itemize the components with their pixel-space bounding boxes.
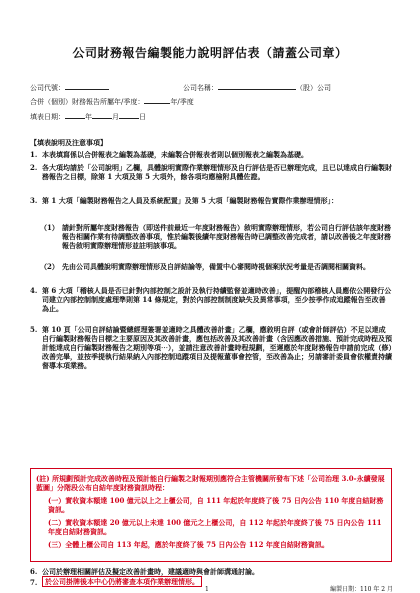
- fill-month-label: 月: [112, 113, 119, 121]
- company-code-field: [30, 82, 109, 93]
- version-date: 編製日期：110 年 2 月: [330, 586, 393, 593]
- company-name-blank: [218, 82, 296, 90]
- note-line-1: 所規劃預計完成改善時程及預計能自行編製之財報期別應符合主管機關所發布下述「公司治理 3.0-永續發展藍圖」分階段公布自結年度財務資訊時程：: [36, 474, 385, 492]
- sub-item-number: （1）: [40, 223, 59, 232]
- fill-year-blank: [65, 111, 85, 119]
- item-text: [42, 577, 202, 586]
- item-7-highlight: 於公司掛牌後本中心仍將審查本項作業辦理情形。: [42, 576, 202, 587]
- item-text: 本表填寫係以合併報表之編製為基礎，未編製合併報表者則以個別報表之編製為基礎。: [42, 150, 308, 159]
- fill-year-label: 年: [85, 113, 92, 121]
- page-title: 公司財務報告編製能力說明評估表（請蓋公司章）: [72, 46, 348, 60]
- note-line-2: (一）實收資本額達 100 億元以上之上櫃公司，自 111 年起於年度終了後 75 日內公告 110 年度自結財務資訊。: [48, 496, 384, 514]
- item-number: 4.: [30, 286, 38, 295]
- item-text: 第 1 大項「編製財務報告之人員及系統配置」及第 5 大項「編製財務報告實際作業辦理情形」：: [42, 196, 338, 205]
- item-text: 公司於辦理相關評估及擬定改善計畫時，建議適時與會計師溝通討論。: [42, 567, 259, 576]
- note-line-3: (二）實收資本額達 20 億元以上未達 100 億元之上櫃公司，自 112 年起於年度終了後 75 日內公告 111 年度自結財務資訊。: [48, 518, 382, 536]
- item-number: 5.: [30, 325, 38, 334]
- note-intro: [36, 474, 386, 492]
- fill-day-label: 日: [139, 113, 146, 121]
- page-number: 1: [205, 586, 209, 593]
- item-text: 第 10 頁「公司自評結論暨總經理簽署並適時之具體改善計畫」乙欄，應敘明自評（或會計師評估）不足以達成自行編製財務報告目標之主要原因及其改善計畫，應包括改善及其改善計畫（含因應改善措施、預計完成時程及預計能達成自行編製財務報告之期別等項⋯），並請注意改善計畫時程規劃，至遲應於年度財務報告申請前完成（修）改善完畢，並按季提執行結果納入內部控制追蹤項目及提報董事會控管，至改善為止；另請審計委員會依權責持續督導本項業務。: [42, 325, 392, 370]
- fill-day-blank: [119, 111, 139, 119]
- item-number: 2.: [30, 163, 38, 172]
- sub-item-text: 請針對所屬年度財務報告（即送件前最近一年度財務報告）敘明實際辦理情形，若公司自行評估該年度財務報告相關作業有待調整改善事項，惟於編製後續年度財務報告時已調整改善完成者，請以改善後之年度財務報告敘明實際辦理情形並註明該事項。: [62, 223, 391, 250]
- company-name-field: [183, 82, 331, 93]
- item-text: 第 6 大項「稽核人員是否已針對內部控制之設計及執行持續監督並適時改善」，提醒內部稽核人員應依公開發行公司建立內部控制制度處理準則第 14 條規定，對於內部控制制度缺失及異常事項，至少按季作成追蹤報告至改善為止。: [42, 286, 392, 313]
- fill-date-label: 填表日期：: [30, 113, 65, 121]
- fill-month-blank: [92, 111, 112, 119]
- item-number: 3.: [30, 196, 38, 205]
- sub-item-number: （2）: [40, 262, 59, 271]
- report-period-blank: [144, 96, 170, 104]
- company-code-blank: [65, 82, 109, 90]
- note-label: (註): [36, 474, 50, 483]
- company-name-label: 公司名稱：: [183, 84, 218, 92]
- report-period-suffix: 年/季度: [170, 98, 194, 106]
- item-text: 各大項均請於「公司說明」乙欄，具體說明實際作業辦理情形及自行評估是否已辦理完成，且已以達成自行編製財務報告之目標，除第 1 大項及第 5 大項外，餘各項均應檢附具體佐證。: [42, 163, 392, 181]
- item-number: 1.: [30, 150, 38, 159]
- sub-item-text: 先由公司具體說明實際辦理情形及自評結論等，備置中心審閱時視個案狀況考量是否調閱相關資料。: [62, 262, 370, 271]
- notes-title: 【填表說明及注意事項】: [30, 138, 107, 147]
- item-number: 7.: [30, 578, 38, 587]
- note-line-4: (三）全體上櫃公司自 113 年起，應於年度終了後 75 日內公告 112 年度自結財務資訊。: [48, 540, 329, 549]
- report-period-field: [30, 96, 194, 107]
- report-period-label: 合併（個別）財務報告所屬年/季度：: [30, 98, 145, 106]
- company-name-suffix: （股）公司: [296, 84, 331, 92]
- item-number: 6.: [30, 567, 38, 576]
- company-code-label: 公司代號：: [30, 84, 65, 92]
- fill-date-field: [30, 111, 146, 122]
